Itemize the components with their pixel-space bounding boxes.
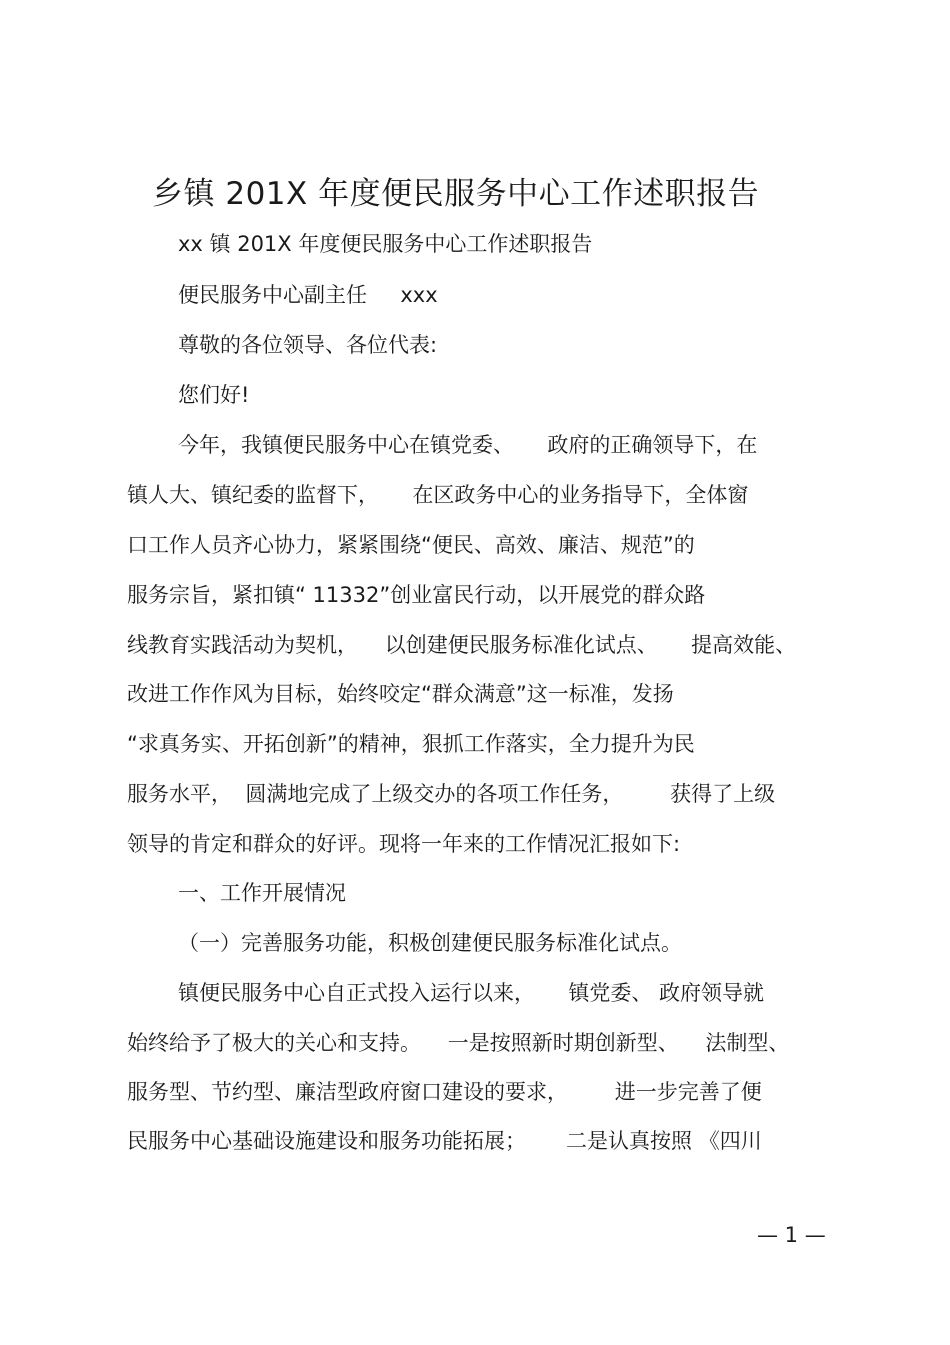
salutation: 尊敬的各位领导、各位代表:	[178, 333, 438, 357]
paragraph-line: 镇人大、镇纪委的监督下， 在区政务中心的业务指导下，全体窗	[127, 483, 749, 507]
paragraph-line: 口工作人员齐心协力，紧紧围绕“便民、高效、廉洁、规范”的	[127, 533, 695, 557]
paragraph-line: “求真务实、开拓创新”的精神，狠抓工作落实，全力提升为民	[127, 732, 695, 756]
greeting: 您们好!	[178, 383, 250, 407]
paragraph-line: 线教育实践活动为契机， 以创建便民服务标准化试点、 提高效能、	[127, 633, 797, 657]
subsection-heading: （一）完善服务功能，积极创建便民服务标准化试点。	[178, 931, 682, 955]
paragraph-line: 领导的肯定和群众的好评。现将一年来的工作情况汇报如下:	[127, 832, 681, 856]
document-title: 乡镇 201X 年度便民服务中心工作述职报告	[152, 176, 760, 212]
page-number: — 1 —	[757, 1223, 826, 1247]
paragraph-line: 民服务中心基础设施建设和服务功能拓展； 二是认真按照 《四川	[127, 1129, 762, 1153]
paragraph-line: 镇便民服务中心自正式投入运行以来， 镇党委、 政府领导就	[178, 981, 765, 1005]
paragraph-line: 改进工作作风为目标，始终咬定“群众满意”这一标准，发扬	[127, 682, 674, 706]
paragraph-line: 始终给予了极大的关心和支持。 一是按照新时期创新型、 法制型、	[127, 1031, 790, 1055]
section-heading: 一、工作开展情况	[178, 881, 346, 905]
paragraph-line: 服务型、节约型、廉洁型政府窗口建设的要求， 进一步完善了便	[127, 1080, 762, 1104]
author-line: 便民服务中心副主任 xxx	[178, 283, 438, 307]
paragraph-line: 服务水平， 圆满地完成了上级交办的各项工作任务， 获得了上级	[127, 782, 776, 806]
paragraph-line: 服务宗旨，紧扣镇“ 11332”创业富民行动，以开展党的群众路	[127, 583, 706, 607]
paragraph-line: 今年，我镇便民服务中心在镇党委、 政府的正确领导下，在	[178, 433, 758, 457]
document-subtitle: xx 镇 201X 年度便民服务中心工作述职报告	[178, 232, 593, 256]
